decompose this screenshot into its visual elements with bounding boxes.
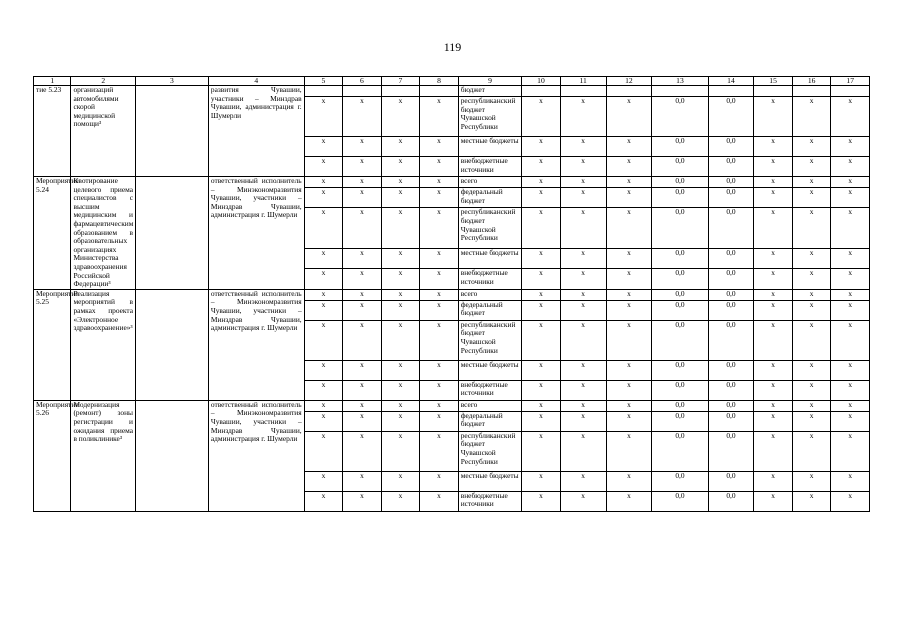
value-cell: x	[754, 208, 793, 249]
funding-source: республиканский бюджет Чувашской Республики	[458, 208, 522, 249]
value-cell: x	[606, 400, 652, 411]
value-cell: x	[606, 471, 652, 491]
table-row	[34, 86, 870, 97]
table-row	[34, 289, 870, 300]
column-number: 14	[708, 77, 754, 86]
value-cell: x	[343, 431, 382, 471]
value-cell: x	[343, 320, 382, 360]
value-cell: x	[304, 249, 343, 269]
value-cell: x	[754, 431, 793, 471]
value-cell: x	[560, 320, 606, 360]
funding-source: внебюджетные источники	[458, 269, 522, 289]
column-number: 8	[420, 77, 459, 86]
value-cell: x	[560, 431, 606, 471]
value-cell: x	[792, 360, 831, 380]
executors: ответственный исполнитель – Минэкономразвития Чувашии, участники – Минздрав Чувашии, администрация г. Шумерли	[208, 289, 304, 400]
value-cell: x	[754, 360, 793, 380]
value-cell: 0,0	[708, 289, 754, 300]
value-cell: x	[381, 289, 420, 300]
funding-source: федеральный бюджет	[458, 300, 522, 320]
value-cell: x	[304, 360, 343, 380]
value-cell: x	[560, 471, 606, 491]
value-cell	[304, 86, 343, 97]
value-cell: x	[522, 97, 561, 137]
value-cell: x	[381, 157, 420, 177]
value-cell: 0,0	[708, 188, 754, 208]
value-cell: 0,0	[652, 411, 708, 431]
value-cell: x	[831, 137, 870, 157]
value-cell: x	[304, 380, 343, 400]
value-cell: x	[560, 177, 606, 188]
value-cell: x	[304, 411, 343, 431]
value-cell: x	[754, 491, 793, 511]
value-cell: x	[831, 400, 870, 411]
value-cell: x	[420, 300, 459, 320]
value-cell: x	[420, 269, 459, 289]
value-cell	[381, 86, 420, 97]
value-cell: 0,0	[708, 97, 754, 137]
value-cell: x	[606, 269, 652, 289]
column-number: 7	[381, 77, 420, 86]
value-cell: 0,0	[652, 289, 708, 300]
value-cell: x	[792, 97, 831, 137]
value-cell: x	[304, 289, 343, 300]
value-cell: x	[381, 320, 420, 360]
value-cell: x	[381, 97, 420, 137]
value-cell: 0,0	[708, 380, 754, 400]
value-cell: x	[304, 208, 343, 249]
value-cell: x	[522, 137, 561, 157]
value-cell: x	[420, 137, 459, 157]
value-cell: 0,0	[652, 300, 708, 320]
value-cell	[754, 86, 793, 97]
value-cell: x	[606, 491, 652, 511]
value-cell: x	[420, 360, 459, 380]
value-cell: x	[381, 177, 420, 188]
value-cell: x	[792, 320, 831, 360]
value-cell: x	[754, 97, 793, 137]
value-cell: x	[831, 208, 870, 249]
value-cell: x	[522, 269, 561, 289]
value-cell: 0,0	[708, 249, 754, 269]
value-cell: x	[606, 360, 652, 380]
column-number: 12	[606, 77, 652, 86]
value-cell: x	[560, 97, 606, 137]
value-cell: x	[343, 300, 382, 320]
value-cell: x	[343, 471, 382, 491]
value-cell: x	[420, 177, 459, 188]
value-cell: x	[343, 157, 382, 177]
value-cell: x	[560, 400, 606, 411]
value-cell: x	[831, 431, 870, 471]
value-cell: x	[606, 320, 652, 360]
value-cell: x	[792, 208, 831, 249]
value-cell: 0,0	[652, 400, 708, 411]
value-cell: x	[304, 177, 343, 188]
value-cell: x	[522, 320, 561, 360]
value-cell: x	[831, 289, 870, 300]
value-cell: x	[343, 411, 382, 431]
value-cell: x	[560, 491, 606, 511]
value-cell: x	[381, 300, 420, 320]
value-cell: x	[420, 289, 459, 300]
value-cell: x	[754, 177, 793, 188]
value-cell: x	[831, 360, 870, 380]
value-cell: x	[792, 471, 831, 491]
value-cell	[560, 86, 606, 97]
table-row	[34, 177, 870, 188]
value-cell: x	[381, 249, 420, 269]
value-cell: 0,0	[652, 188, 708, 208]
value-cell: x	[420, 208, 459, 249]
value-cell: x	[381, 380, 420, 400]
empty-cell	[136, 86, 209, 177]
value-cell: x	[381, 137, 420, 157]
event-name: организаций автомобилями скорой медицинской помощи³	[71, 86, 136, 177]
value-cell: x	[831, 380, 870, 400]
column-number: 5	[304, 77, 343, 86]
value-cell: x	[381, 411, 420, 431]
value-cell: 0,0	[708, 491, 754, 511]
value-cell: x	[522, 431, 561, 471]
value-cell: x	[606, 249, 652, 269]
value-cell: x	[522, 411, 561, 431]
executors: ответственный исполнитель – Минэкономразвития Чувашии, участники – Минздрав Чувашии, администрация г. Шумерли	[208, 177, 304, 290]
value-cell: 0,0	[652, 380, 708, 400]
value-cell: x	[754, 137, 793, 157]
program-table	[33, 76, 870, 512]
column-number: 6	[343, 77, 382, 86]
value-cell: x	[560, 269, 606, 289]
value-cell: x	[304, 157, 343, 177]
value-cell: x	[343, 269, 382, 289]
value-cell: x	[522, 491, 561, 511]
value-cell	[708, 86, 754, 97]
value-cell: 0,0	[708, 300, 754, 320]
value-cell: x	[420, 97, 459, 137]
value-cell: 0,0	[652, 249, 708, 269]
value-cell: x	[831, 249, 870, 269]
table-row	[34, 400, 870, 411]
value-cell: x	[343, 249, 382, 269]
value-cell: x	[606, 137, 652, 157]
value-cell	[420, 86, 459, 97]
value-cell: x	[560, 208, 606, 249]
executors: ответственный исполнитель – Минэкономразвития Чувашии, участники – Минздрав Чувашии, администрация г. Шумерли	[208, 400, 304, 511]
value-cell	[522, 86, 561, 97]
value-cell: x	[381, 491, 420, 511]
value-cell: x	[792, 177, 831, 188]
value-cell: x	[560, 137, 606, 157]
value-cell: x	[343, 400, 382, 411]
value-cell: x	[560, 188, 606, 208]
value-cell: x	[343, 97, 382, 137]
value-cell: x	[420, 400, 459, 411]
funding-source: внебюджетные источники	[458, 157, 522, 177]
value-cell: x	[381, 431, 420, 471]
value-cell: x	[420, 491, 459, 511]
value-cell: x	[792, 269, 831, 289]
value-cell: x	[754, 188, 793, 208]
value-cell: x	[304, 491, 343, 511]
value-cell: x	[606, 411, 652, 431]
value-cell: x	[560, 300, 606, 320]
value-cell: x	[381, 400, 420, 411]
value-cell: 0,0	[652, 269, 708, 289]
value-cell: x	[420, 471, 459, 491]
value-cell: 0,0	[652, 208, 708, 249]
value-cell: x	[792, 188, 831, 208]
event-code: Мероприятие 5.26	[34, 400, 71, 511]
funding-source: внебюджетные источники	[458, 491, 522, 511]
event-code: Мероприятие 5.24	[34, 177, 71, 290]
value-cell: x	[560, 411, 606, 431]
value-cell: x	[560, 360, 606, 380]
value-cell: x	[522, 300, 561, 320]
column-number: 1	[34, 77, 71, 86]
value-cell: x	[420, 188, 459, 208]
value-cell: x	[754, 249, 793, 269]
funding-source: всего	[458, 400, 522, 411]
value-cell: x	[420, 411, 459, 431]
value-cell: x	[831, 411, 870, 431]
value-cell: x	[304, 300, 343, 320]
value-cell: 0,0	[708, 157, 754, 177]
column-number: 11	[560, 77, 606, 86]
column-number: 9	[458, 77, 522, 86]
value-cell: x	[792, 431, 831, 471]
column-number: 16	[792, 77, 831, 86]
column-number: 13	[652, 77, 708, 86]
value-cell: x	[522, 188, 561, 208]
executors: развития Чувашии, участники – Минздрав Чувашии, администрация г. Шумерли	[208, 86, 304, 177]
value-cell: x	[792, 380, 831, 400]
empty-cell	[136, 400, 209, 511]
value-cell: x	[522, 360, 561, 380]
funding-source: внебюджетные источники	[458, 380, 522, 400]
value-cell: x	[522, 471, 561, 491]
value-cell: x	[343, 208, 382, 249]
column-number: 4	[208, 77, 304, 86]
funding-source: республиканский бюджет Чувашской Республики	[458, 97, 522, 137]
value-cell: x	[381, 360, 420, 380]
value-cell: x	[831, 269, 870, 289]
value-cell: x	[831, 97, 870, 137]
funding-source: местные бюджеты	[458, 471, 522, 491]
value-cell: x	[792, 157, 831, 177]
empty-cell	[136, 289, 209, 400]
value-cell: x	[606, 431, 652, 471]
value-cell: 0,0	[652, 157, 708, 177]
event-name: Реализация мероприятий в рамках проекта «Электронное здравоохранение»³	[71, 289, 136, 400]
value-cell: x	[343, 491, 382, 511]
value-cell: x	[343, 289, 382, 300]
funding-source: местные бюджеты	[458, 249, 522, 269]
funding-source: местные бюджеты	[458, 360, 522, 380]
value-cell: 0,0	[708, 471, 754, 491]
value-cell: x	[381, 208, 420, 249]
column-number: 17	[831, 77, 870, 86]
value-cell: x	[420, 157, 459, 177]
value-cell: x	[831, 471, 870, 491]
value-cell: x	[831, 320, 870, 360]
value-cell: x	[792, 137, 831, 157]
value-cell: 0,0	[652, 360, 708, 380]
value-cell: x	[560, 157, 606, 177]
funding-source: федеральный бюджет	[458, 411, 522, 431]
value-cell: x	[754, 400, 793, 411]
value-cell: x	[522, 177, 561, 188]
value-cell: 0,0	[708, 411, 754, 431]
event-name: Квотирование целевого приема специалистов с высшим медицинским и фармацевтическим образованием в образовательных организациях Министерства здравоохранения Российской Федерации³	[71, 177, 136, 290]
value-cell: 0,0	[708, 137, 754, 157]
value-cell: x	[754, 320, 793, 360]
value-cell: 0,0	[652, 491, 708, 511]
value-cell: x	[606, 300, 652, 320]
value-cell: 0,0	[652, 471, 708, 491]
value-cell: x	[522, 249, 561, 269]
event-name: Модернизация (ремонт) зоны регистрации и ожидания приема в поликлинике³	[71, 400, 136, 511]
value-cell: x	[522, 400, 561, 411]
value-cell: x	[343, 177, 382, 188]
funding-source: республиканский бюджет Чувашской Республики	[458, 320, 522, 360]
value-cell: x	[831, 188, 870, 208]
value-cell: x	[343, 188, 382, 208]
value-cell: 0,0	[708, 208, 754, 249]
value-cell: x	[754, 157, 793, 177]
value-cell: 0,0	[652, 97, 708, 137]
value-cell: x	[831, 491, 870, 511]
funding-source: бюджет	[458, 86, 522, 97]
value-cell: 0,0	[708, 400, 754, 411]
value-cell: x	[792, 411, 831, 431]
value-cell: x	[560, 289, 606, 300]
value-cell: x	[304, 97, 343, 137]
value-cell: x	[792, 249, 831, 269]
value-cell: x	[304, 320, 343, 360]
value-cell	[792, 86, 831, 97]
value-cell: x	[381, 188, 420, 208]
value-cell: x	[754, 411, 793, 431]
value-cell: x	[792, 289, 831, 300]
value-cell: x	[343, 360, 382, 380]
value-cell: 0,0	[708, 360, 754, 380]
funding-source: всего	[458, 289, 522, 300]
funding-source: местные бюджеты	[458, 137, 522, 157]
value-cell: x	[606, 380, 652, 400]
value-cell: 0,0	[708, 177, 754, 188]
column-number: 10	[522, 77, 561, 86]
value-cell: x	[381, 471, 420, 491]
value-cell: x	[606, 177, 652, 188]
value-cell: 0,0	[652, 431, 708, 471]
value-cell: x	[304, 137, 343, 157]
value-cell: x	[304, 431, 343, 471]
value-cell: x	[420, 431, 459, 471]
value-cell: x	[522, 289, 561, 300]
value-cell: x	[304, 400, 343, 411]
value-cell: x	[754, 380, 793, 400]
value-cell: 0,0	[708, 431, 754, 471]
value-cell	[831, 86, 870, 97]
column-number: 3	[136, 77, 209, 86]
value-cell: 0,0	[708, 320, 754, 360]
value-cell: x	[522, 157, 561, 177]
value-cell: x	[420, 320, 459, 360]
table-header	[34, 77, 870, 86]
value-cell: x	[343, 137, 382, 157]
value-cell: x	[606, 188, 652, 208]
funding-source: всего	[458, 177, 522, 188]
value-cell: x	[792, 400, 831, 411]
value-cell: x	[560, 380, 606, 400]
value-cell: x	[792, 491, 831, 511]
value-cell: 0,0	[652, 320, 708, 360]
column-number: 2	[71, 77, 136, 86]
value-cell: x	[304, 269, 343, 289]
value-cell: x	[606, 157, 652, 177]
funding-source: республиканский бюджет Чувашской Республики	[458, 431, 522, 471]
value-cell: x	[831, 157, 870, 177]
value-cell	[343, 86, 382, 97]
value-cell: x	[831, 300, 870, 320]
value-cell: x	[420, 380, 459, 400]
empty-cell	[136, 177, 209, 290]
value-cell: x	[754, 289, 793, 300]
value-cell: x	[420, 249, 459, 269]
page-number: 119	[443, 40, 462, 54]
value-cell: x	[831, 177, 870, 188]
value-cell: x	[304, 471, 343, 491]
value-cell: x	[754, 269, 793, 289]
table-body	[34, 86, 870, 512]
value-cell: x	[522, 208, 561, 249]
value-cell: x	[522, 380, 561, 400]
value-cell: x	[343, 380, 382, 400]
event-code: Мероприятие 5.25	[34, 289, 71, 400]
value-cell: 0,0	[708, 269, 754, 289]
value-cell: x	[304, 188, 343, 208]
value-cell: x	[792, 300, 831, 320]
value-cell: 0,0	[652, 177, 708, 188]
value-cell: x	[381, 269, 420, 289]
value-cell: x	[754, 300, 793, 320]
value-cell	[606, 86, 652, 97]
value-cell: x	[606, 97, 652, 137]
funding-source: федеральный бюджет	[458, 188, 522, 208]
value-cell: x	[606, 289, 652, 300]
event-code: тие 5.23	[34, 86, 71, 177]
value-cell: 0,0	[652, 137, 708, 157]
column-number: 15	[754, 77, 793, 86]
value-cell: x	[754, 471, 793, 491]
value-cell: x	[560, 249, 606, 269]
value-cell	[652, 86, 708, 97]
value-cell: x	[606, 208, 652, 249]
